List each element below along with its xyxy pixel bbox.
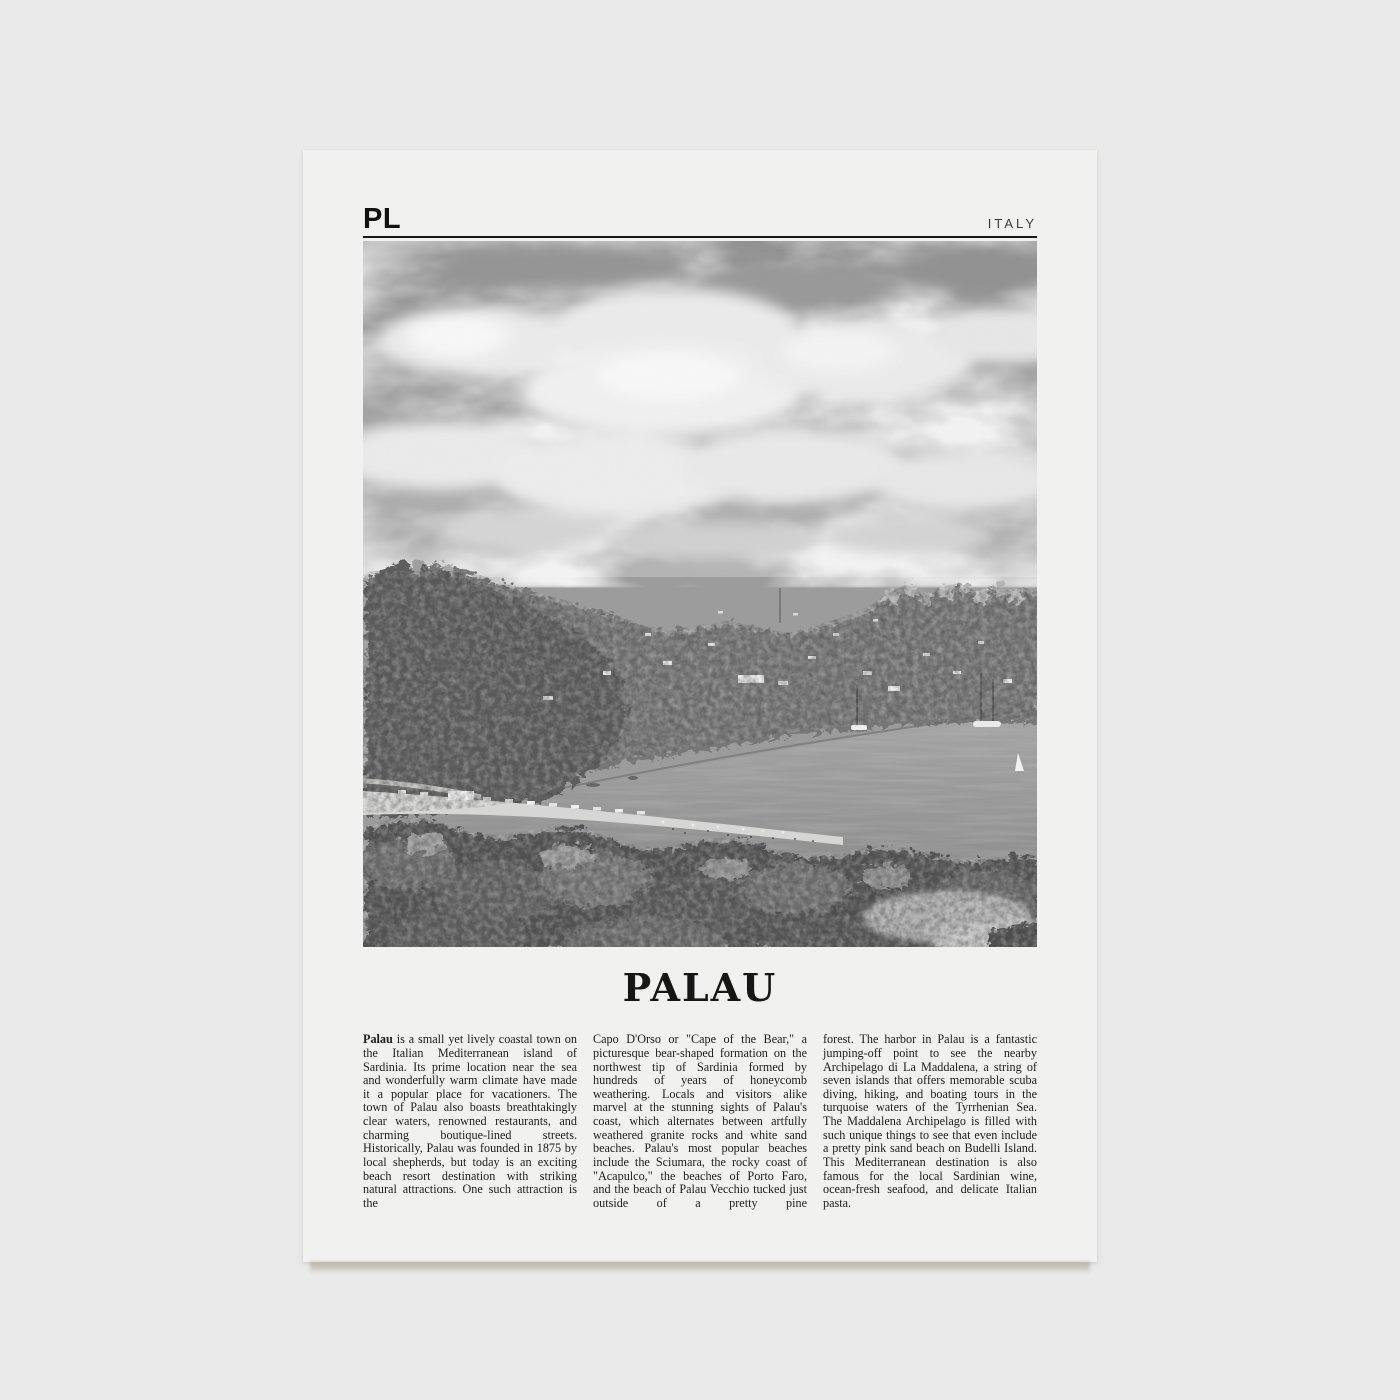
hero-photo-illustration [363, 241, 1037, 947]
page-title: PALAU [622, 965, 778, 1011]
column-text: is a small yet lively coastal town on the Italian Mediterranean island of Sardinia. Its prime location near the sea and wonderfully warm climate have made it a popular place for vacationers. The town of Palau also boasts breathtakingly clear waters, renowned restaurants, and charming boutique-lined streets. Historically, Palau was founded in 1875 by local shepherds, but today is an exciting beach resort destination with striking natural attractions. One such attraction is the [363, 1032, 577, 1211]
hero-photo [363, 241, 1037, 947]
film-grain-overlay [363, 241, 1037, 947]
logo-text: PL [363, 203, 402, 235]
text-column-3 [823, 1033, 1037, 1211]
poster-content [303, 150, 1097, 1262]
column-text: Capo D'Orso or "Cape of the Bear," a picturesque bear-shaped formation on the northwest tip of Sardinia formed by hundreds of years of honeycomb weathering. Locals and visitors alike marvel at the stunning sights of Palau's coast, which alternates between artfully weathered granite rocks and white sand beaches. Palau's most popular beaches include the Sciumara, the rocky coast of "Acapulco," the beaches of Porto Faro, and the beach of Palau Vecchio tucked just outside of a pretty pine [593, 1032, 807, 1211]
masthead [363, 203, 1037, 238]
column-text: forest. The harbor in Palau is a fantastic jumping-off point to see the nearby Archipelago di La Maddalena, a string of seven islands that offers memorable scuba diving, hiking, and boating tours in the turquoise waters of the Tyrrhenian Sea. The Maddalena Archipelago is filled with such unique things to see that even include a pretty pink sand beach on Budelli Island. This Mediterranean destination is also famous for the local Sardinian wine, ocean-fresh seafood, and delicate Italian pasta. [823, 1032, 1037, 1211]
text-column-2 [593, 1033, 807, 1211]
country-label: ITALY [987, 216, 1037, 232]
lead-word: Palau [363, 1032, 393, 1047]
body-text-columns [363, 1033, 1037, 1211]
travel-poster [303, 150, 1097, 1262]
text-column-1 [363, 1033, 577, 1211]
